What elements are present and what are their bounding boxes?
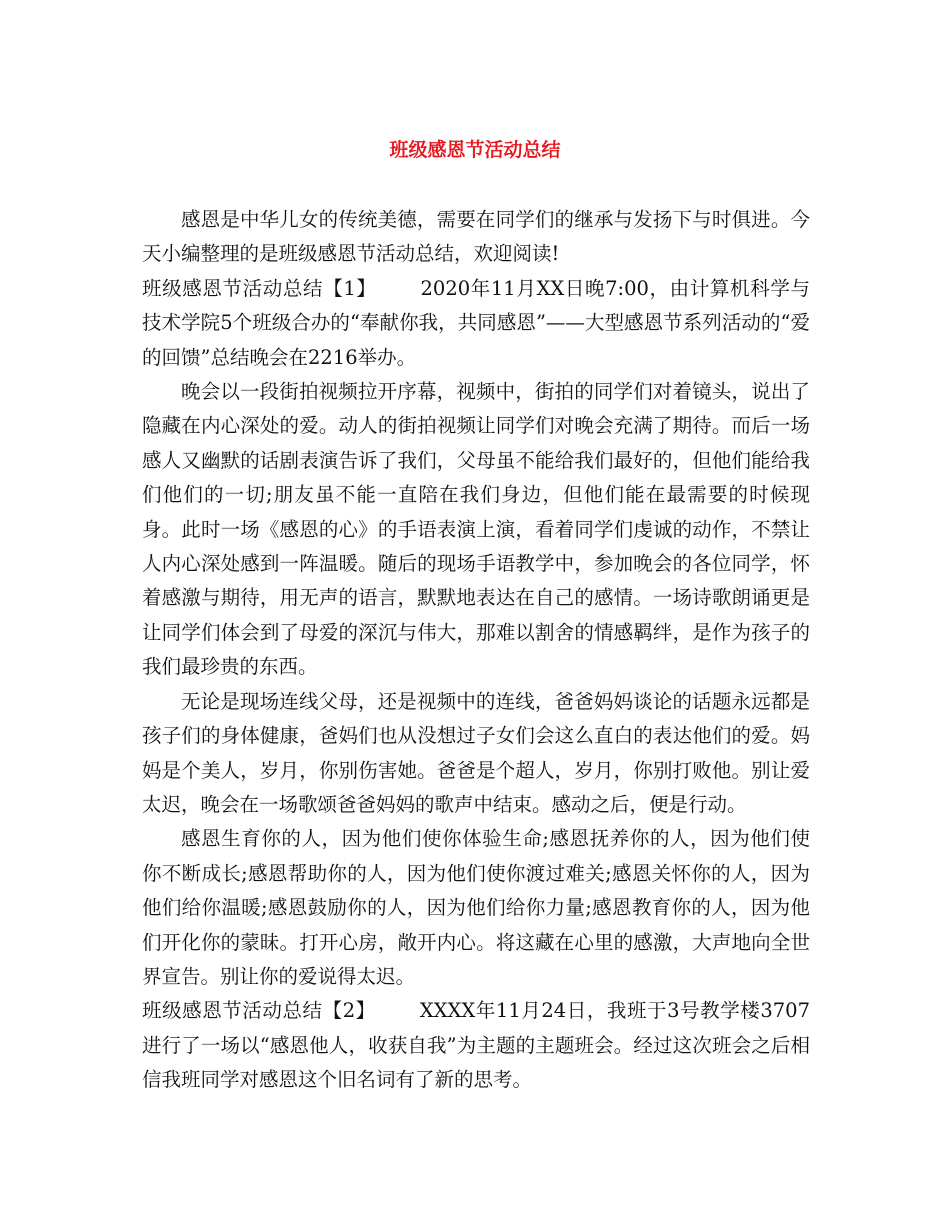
- section-2-lead: XXXX年11月24日，我班于3号教学楼3707进行了一场以“感恩他人，收获自我”为主题的主题班会。经过这次班会之后相信我班同学对感恩这个旧名词有了新的思考。: [142, 999, 810, 1092]
- section-2-heading: 班级感恩节活动总结【2】: [142, 999, 376, 1023]
- section-1-paragraph-1: 晚会以一段街拍视频拉开序幕，视频中，街拍的同学们对着镜头，说出了隐藏在内心深处的爱。动人的街拍视频让同学们对晚会充满了期待。而后一场感人又幽默的话剧表演告诉了我们，父母虽不能给我们最好的，但他们能给我们他们的一切;朋友虽不能一直陪在我们身边，但他们能在最需要的时候现身。此时一场《感恩的心》的手语表演上演，看着同学们虔诚的动作，不禁让人内心深处感到一阵温暖。随后的现场手语教学中，参加晚会的各位同学，怀着感激与期待，用无声的语言，默默地表达在自己的感情。一场诗歌朗诵更是让同学们体会到了母爱的深沉与伟大，那难以割舍的情感羁绊，是作为孩子的我们最珍贵的东西。: [142, 380, 810, 679]
- intro-paragraph: 感恩是中华儿女的传统美德，需要在同学们的继承与发扬下与时俱进。今天小编整理的是班级感恩节活动总结，欢迎阅读!: [142, 208, 810, 266]
- section-1-lead-paragraph: [142, 272, 810, 375]
- section-1-paragraph-3: 感恩生育你的人，因为他们使你体验生命;感恩抚养你的人，因为他们使你不断成长;感恩帮助你的人，因为他们使你渡过难关;感恩关怀你的人，因为他们给你温暖;感恩鼓励你的人，因为他们给你力量;感恩教育你的人，因为他们开化你的蒙昧。打开心房，敞开内心。将这藏在心里的感激，大声地向全世界宣告。别让你的爱说得太迟。: [142, 827, 810, 988]
- document-body: [142, 203, 810, 1098]
- section-1-lead: 2020年11月XX日晚7:00，由计算机科学与技术学院5个班级合办的“奉献你我，共同感恩”——大型感恩节系列活动的“爱的回馈”总结晚会在2216举办。: [142, 276, 810, 369]
- section-1-heading: 班级感恩节活动总结【1】: [142, 276, 377, 300]
- section-2-lead-paragraph: [142, 994, 810, 1097]
- document-title: 班级感恩节活动总结: [389, 139, 561, 161]
- section-1-paragraph-2: 无论是现场连线父母，还是视频中的连线，爸爸妈妈谈论的话题永远都是孩子们的身体健康，爸妈们也从没想过子女们会这么直白的表达他们的爱。妈妈是个美人，岁月，你别伤害她。爸爸是个超人，岁月，你别打败他。别让爱太迟，晚会在一场歌颂爸爸妈妈的歌声中结束。感动之后，便是行动。: [142, 689, 810, 816]
